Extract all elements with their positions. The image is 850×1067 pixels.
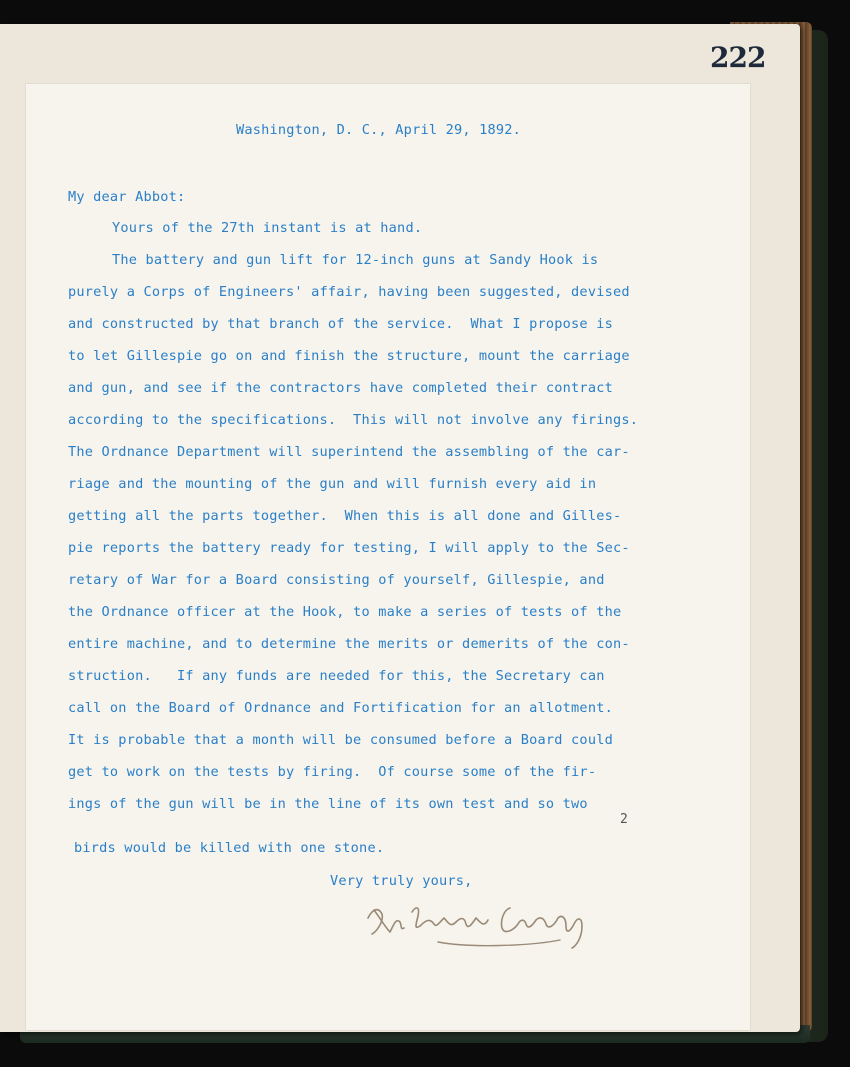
letter-line: to let Gillespie go on and finish the structure, mount the carriage (68, 348, 630, 364)
letter-line: and gun, and see if the contractors have completed their contract (68, 380, 613, 396)
letter-line: Yours of the 27th instant is at hand. (112, 220, 423, 236)
letter-line: purely a Corps of Engineers' affair, having been suggested, devised (68, 284, 630, 300)
closing: Very truly yours, (330, 873, 473, 889)
letter-line: riage and the mounting of the gun and will furnish every aid in (68, 476, 597, 492)
letter-line: It is probable that a month will be consumed before a Board could (68, 732, 613, 748)
letter-line: and constructed by that branch of the service. What I propose is (68, 316, 613, 332)
handwritten-signature (360, 888, 640, 968)
salutation: My dear Abbot: (68, 189, 186, 205)
letter-line: The Ordnance Department will superintend the assembling of the car- (68, 444, 630, 460)
letter-line: The battery and gun lift for 12-inch guns at Sandy Hook is (112, 252, 599, 268)
page-number: 222 (710, 41, 766, 74)
letter-line: getting all the parts together. When this is all done and Gilles- (68, 508, 622, 524)
letter-line: ings of the gun will be in the line of its own test and so two (68, 796, 588, 812)
margin-mark: 2 (620, 812, 628, 827)
letter-line: get to work on the tests by firing. Of course some of the fir- (68, 764, 597, 780)
letter-line: entire machine, and to determine the merits or demerits of the con- (68, 636, 630, 652)
letter-line: birds would be killed with one stone. (74, 840, 385, 856)
letter-line: according to the specifications. This will not involve any firings. (68, 412, 639, 428)
letter-line: call on the Board of Ordnance and Fortification for an allotment. (68, 700, 613, 716)
letter-line: struction. If any funds are needed for this, the Secretary can (68, 668, 605, 684)
dateline: Washington, D. C., April 29, 1892. (236, 122, 522, 138)
letter-line: the Ordnance officer at the Hook, to make a series of tests of the (68, 604, 622, 620)
letter-line: pie reports the battery ready for testing, I will apply to the Sec- (68, 540, 630, 556)
letter-line: retary of War for a Board consisting of yourself, Gillespie, and (68, 572, 605, 588)
signature-drawing (360, 888, 640, 968)
